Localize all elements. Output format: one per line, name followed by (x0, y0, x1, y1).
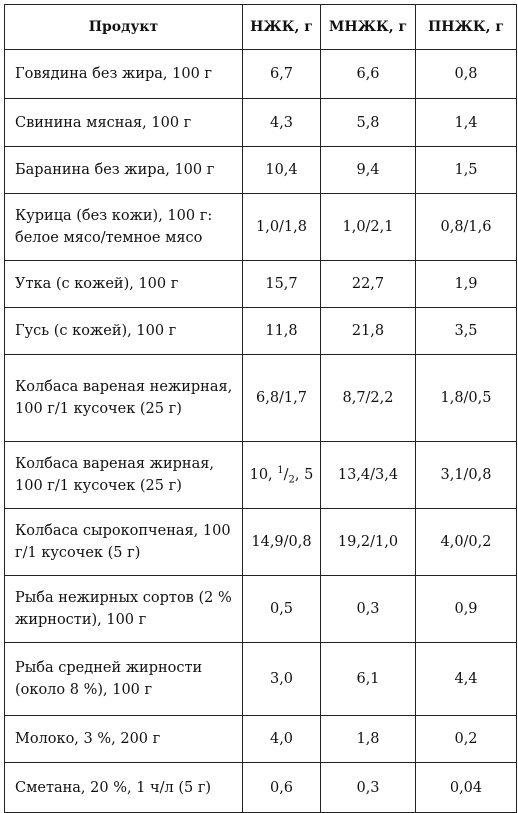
product-cell: Колбаса вареная нежирная, 100 г/1 кусочек (25 г) (5, 355, 243, 442)
nzhk-fraction-numerator: 1 (277, 464, 284, 476)
table-row (5, 576, 517, 643)
pnzhk-cell: 0,04 (416, 763, 517, 813)
table-row (5, 308, 517, 355)
product-cell: Молоко, 3 %, 200 г (5, 716, 243, 763)
pnzhk-cell: 1,4 (416, 99, 517, 147)
mnzhk-cell: 0,3 (321, 576, 416, 643)
product-cell: Курица (без кожи), 100 г: белое мясо/темное мясо (5, 194, 243, 261)
nzhk-cell: 1,0/1,8 (243, 194, 321, 261)
nzhk-trail: , 5 (294, 466, 314, 483)
product-cell: Сметана, 20 %, 1 ч/л (5 г) (5, 763, 243, 813)
product-cell: Рыба нежирных сортов (2 % жирности), 100 г (5, 576, 243, 643)
mnzhk-cell: 1,8 (321, 716, 416, 763)
product-cell: Утка (с кожей), 100 г (5, 261, 243, 308)
mnzhk-cell: 9,4 (321, 147, 416, 194)
product-cell: Колбаса сырокопченая, 100 г/1 кусочек (5 г) (5, 509, 243, 576)
table-row (5, 194, 517, 261)
table-row (5, 261, 517, 308)
table-row (5, 716, 517, 763)
mnzhk-cell: 0,3 (321, 763, 416, 813)
pnzhk-cell: 3,5 (416, 308, 517, 355)
table-row (5, 147, 517, 194)
nzhk-cell: 10,4 (243, 147, 321, 194)
product-cell: Говядина без жира, 100 г (5, 50, 243, 99)
mnzhk-cell: 13,4/3,4 (321, 442, 416, 509)
table-row (5, 50, 517, 99)
nzhk-cell: 4,3 (243, 99, 321, 147)
pnzhk-cell: 4,0/0,2 (416, 509, 517, 576)
mnzhk-cell: 22,7 (321, 261, 416, 308)
mnzhk-cell: 1,0/2,1 (321, 194, 416, 261)
pnzhk-cell: 1,8/0,5 (416, 355, 517, 442)
pnzhk-cell: 1,5 (416, 147, 517, 194)
table-row (5, 509, 517, 576)
table-row (5, 355, 517, 442)
product-cell: Баранина без жира, 100 г (5, 147, 243, 194)
nzhk-lead: 10, (249, 466, 273, 483)
table-row (5, 643, 517, 716)
nzhk-cell: 6,7 (243, 50, 321, 99)
table-row (5, 442, 517, 509)
nzhk-cell: 4,0 (243, 716, 321, 763)
product-cell: Колбаса вареная жирная, 100 г/1 кусочек (25 г) (5, 442, 243, 509)
mnzhk-cell: 6,6 (321, 50, 416, 99)
pnzhk-cell: 0,8 (416, 50, 517, 99)
mnzhk-cell: 19,2/1,0 (321, 509, 416, 576)
pnzhk-cell: 3,1/0,8 (416, 442, 517, 509)
mnzhk-cell: 21,8 (321, 308, 416, 355)
fat-composition-table (4, 4, 517, 813)
mnzhk-cell: 8,7/2,2 (321, 355, 416, 442)
mnzhk-cell: 6,1 (321, 643, 416, 716)
nzhk-fraction-denominator: 2 (288, 474, 295, 486)
product-cell: Рыба средней жирности (около 8 %), 100 г (5, 643, 243, 716)
nzhk-cell: 11,8 (243, 308, 321, 355)
product-cell: Свинина мясная, 100 г (5, 99, 243, 147)
pnzhk-cell: 4,4 (416, 643, 517, 716)
header-product: Продукт (5, 5, 243, 50)
table-row (5, 763, 517, 813)
table-row (5, 99, 517, 147)
mnzhk-cell: 5,8 (321, 99, 416, 147)
header-nzhk: НЖК, г (243, 5, 321, 50)
pnzhk-cell: 1,9 (416, 261, 517, 308)
nzhk-cell: 14,9/0,8 (243, 509, 321, 576)
nzhk-cell: 15,7 (243, 261, 321, 308)
pnzhk-cell: 0,9 (416, 576, 517, 643)
header-row (5, 5, 517, 50)
pnzhk-cell: 0,8/1,6 (416, 194, 517, 261)
nzhk-cell: 3,0 (243, 643, 321, 716)
header-mnzhk: МНЖК, г (321, 5, 416, 50)
nzhk-cell (243, 442, 321, 509)
nzhk-fraction-slash: / (283, 466, 289, 483)
nzhk-cell: 0,5 (243, 576, 321, 643)
nzhk-cell: 0,6 (243, 763, 321, 813)
nzhk-cell: 6,8/1,7 (243, 355, 321, 442)
header-pnzhk: ПНЖК, г (416, 5, 517, 50)
pnzhk-cell: 0,2 (416, 716, 517, 763)
product-cell: Гусь (с кожей), 100 г (5, 308, 243, 355)
